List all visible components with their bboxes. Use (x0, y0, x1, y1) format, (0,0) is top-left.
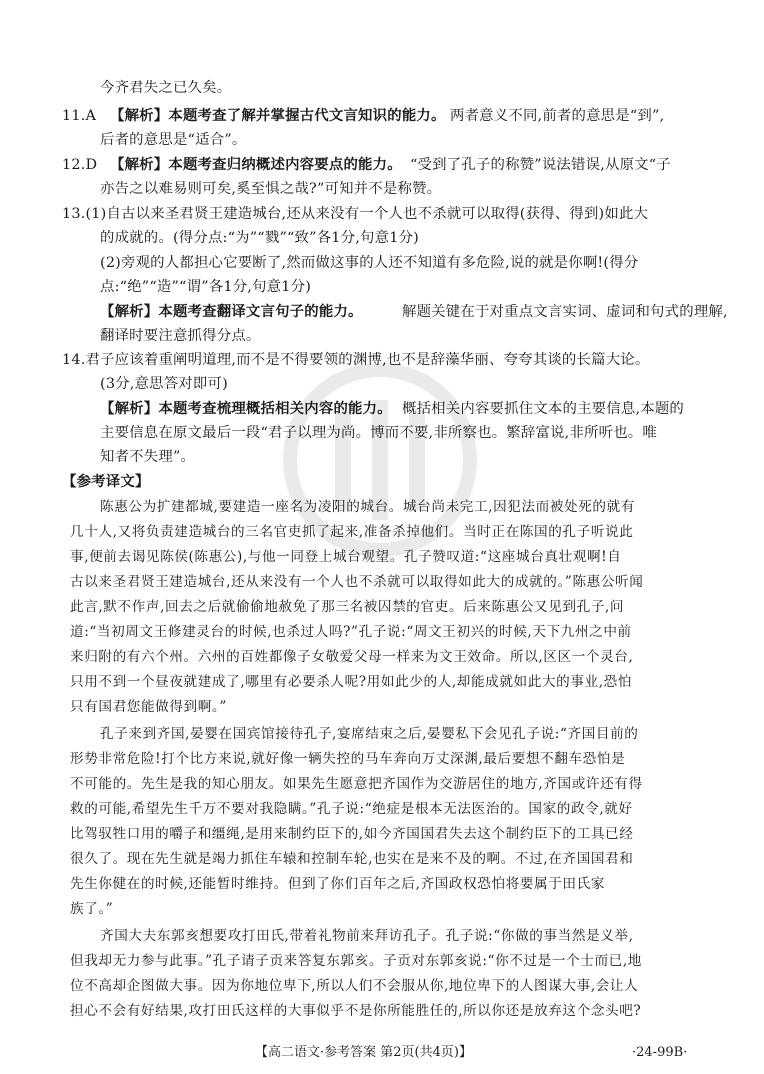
translation-line: 几十人,又将负责建造城台的三名官吏抓了起来,准备杀掉他们。当时正在陈国的孔子听说此 (70, 524, 634, 540)
section-heading: 【参考译文】 (62, 473, 150, 490)
text-line: 点:“绝”“造”“谓”各1分,句意1分) (100, 279, 312, 295)
translation-line: 族了。” (70, 901, 114, 917)
text-line: 14.君子应该着重阐明道理,而不是不得要领的渊博,也不是辞藻华丽、夸夸其谈的长篇大论。 (62, 352, 650, 368)
text-line: 两者意义不同,前者的意思是“到”, (450, 108, 665, 124)
translation-line: 很久了。现在先生就是竭力抓住车辕和控制车轮,也实在是来不及的啊。不过,在齐国国君和 (70, 851, 634, 867)
translation-line: 来归附的有六个州。六州的百姓都像子女敬爱父母一样来为文王效命。所以,区区一个灵台, (70, 649, 634, 665)
question-number: 12.D (62, 157, 98, 173)
text-line: 翻译时要注意抓得分点。 (100, 328, 261, 344)
translation-line: 齐国大夫东郭亥想要攻打田氏,带着礼物前来拜访孔子。孔子说:“你做的事当然是义举, (100, 928, 634, 944)
analysis-heading: 【解析】本题考查归纳概述内容要点的能力。 (110, 156, 402, 173)
text-line: (2)旁观的人都担心它要断了,然而做这事的人还不知道有多危险,说的就是你啊!(得分 (100, 255, 639, 271)
text-line: 后者的意思是“适合”。 (100, 132, 247, 148)
text-line: (3分,意思答对即可) (100, 376, 228, 392)
text-line: 知者不失理”。 (100, 449, 196, 465)
translation-line: 古以来圣君贤王建造城台,还从来没有一个人也不杀就可以取得如此大的成就的。”陈惠公听闻 (70, 574, 644, 590)
analysis-heading: 【解析】本题考查了解并掌握古代文言知识的能力。 (110, 107, 446, 124)
text-line: 亦告之以难易则可矣,奚至惧之哉?”可知并不是称赞。 (100, 181, 442, 197)
translation-line: 担心不会有好结果,攻打田氏这样的大事似乎不是你所能胜任的,所以你还是放弃这个念头吧? (70, 1003, 642, 1019)
translation-line: 只用不到一个昼夜就建成了,哪里有必要杀人呢?用如此少的人,却能成就如此大的事业,恐怕 (70, 674, 633, 690)
translation-line: 但我却无力参与此事。”孔子请子贡来答复东郭亥。子贡对东郭亥说:“你不过是一个士而已,地 (70, 953, 642, 969)
translation-line: 陈惠公为扩建都城,要建造一座名为凌阳的城台。城台尚未完工,因犯法而被处死的就有 (100, 499, 636, 515)
translation-line: 孔子来到齐国,晏婴在国宾馆接待孔子,宴席结束之后,晏婴私下会见孔子说:“齐国目前的 (100, 726, 639, 742)
page-code: ·24-99B· (632, 1045, 688, 1060)
text-line: 的成就的。(得分点:“为”“戮”“致”各1分,句意1分) (100, 230, 419, 246)
text-line: “受到了孔子的称赞”说法错误,从原文“子 (410, 157, 671, 173)
translation-line: 比驾驭牲口用的嚼子和缰绳,是用来制约臣下的,如今齐国国君失去这个制约臣下的工具已经 (70, 826, 634, 842)
translation-line: 救的可能,希望先生千万不要对我隐瞒。”孔子说:“绝症是根本无法医治的。国家的政令,就好 (70, 801, 633, 817)
translation-line: 道:“当初周文王修建灵台的时候,也杀过人吗?”孔子说:“周文王初兴的时候,天下九州之中前 (70, 624, 632, 640)
text-line: 今齐君失之已久矣。 (100, 80, 232, 96)
translation-line: 事,便前去谒见陈侯(陈惠公),与他一同登上城台观望。孔子赞叹道:“这座城台真壮观啊!自 (70, 549, 622, 565)
translation-line: 形势非常危险!打个比方来说,就好像一辆失控的马车奔向万丈深渊,最后要想不翻车恐怕是 (70, 751, 626, 767)
analysis-heading: 【解析】本题考查梳理概括相关内容的能力。 (100, 400, 392, 417)
text-line: 13.(1)自古以来圣君贤王建造城台,还从来没有一个人也不杀就可以取得(获得、得到)如此大 (62, 206, 649, 222)
translation-line: 不可能的。先生是我的知心朋友。如果先生愿意把齐国作为交游居住的地方,齐国或许还有得 (70, 776, 643, 792)
translation-line: 位不高却企图做大事。因为你地位卑下,所以人们不会服从你,地位卑下的人图谋大事,会让人 (70, 978, 639, 994)
translation-line: 先生你健在的时候,还能暂时维持。但到了你们百年之后,齐国政权恐怕将要属于田氏家 (70, 876, 606, 892)
analysis-heading: 【解析】本题考查翻译文言句子的能力。 (100, 303, 363, 320)
translation-line: 此言,默不作声,回去之后就偷偷地赦免了那三名被囚禁的官吏。后来陈惠公又见到孔子,问 (70, 599, 625, 615)
page-footer: 【高二语文·参考答案 第2页(共4页)】 (255, 1045, 472, 1060)
translation-line: 只有国君您能做得到啊。” (70, 699, 227, 715)
text-line: 主要信息在原文最后一段“君子以理为尚。博而不要,非所察也。繁辞富说,非所听也。唯 (100, 425, 657, 441)
text-line: 解题关键在于对重点文言实词、虚词和句式的理解, (402, 304, 728, 320)
text-line: 概括相关内容要抓住文本的主要信息,本题的 (402, 401, 684, 417)
question-number: 11.A (62, 108, 97, 124)
